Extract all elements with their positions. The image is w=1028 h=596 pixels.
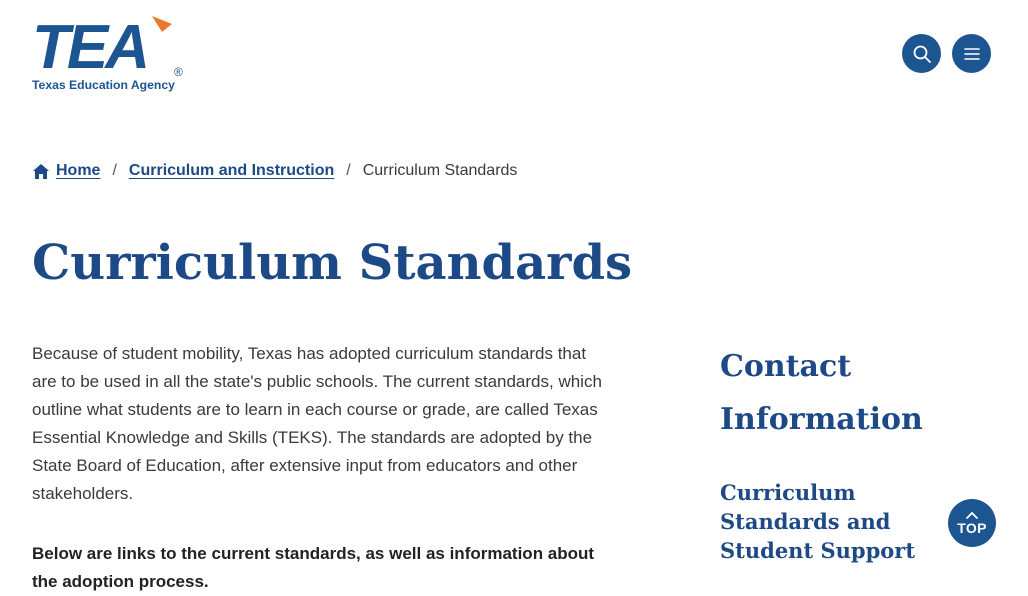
breadcrumb xyxy=(32,158,517,184)
search-icon xyxy=(912,44,932,64)
contact-division-heading: Curriculum Standards and Student Support xyxy=(720,480,916,563)
page-title: Curriculum Standards xyxy=(32,235,633,291)
breadcrumb-separator: / xyxy=(112,162,117,179)
hamburger-menu-icon xyxy=(963,46,981,62)
logo-star-icon xyxy=(152,16,172,32)
tea-logo-link[interactable] xyxy=(32,14,192,94)
tea-logo xyxy=(32,14,192,94)
site-header xyxy=(0,0,1028,110)
back-to-top-button[interactable] xyxy=(948,499,996,547)
breadcrumb-home-label: Home xyxy=(56,162,101,179)
intro-paragraph: Because of student mobility, Texas has adopted curriculum standards that are to be used in all the state's public schools. The current standards, which outline what students are to learn in each course or grade, are called Texas Essential Knowledge and Skills (TEKS). The standards are adopted by the State Board of Education, after extensive input from educators and other stakeholders. xyxy=(32,344,602,503)
breadcrumb-current-page: Curriculum Standards xyxy=(362,162,518,179)
breadcrumb-home-link[interactable] xyxy=(32,162,100,180)
search-button[interactable] xyxy=(902,34,941,73)
breadcrumb-curriculum-instruction-link[interactable]: Curriculum and Instruction xyxy=(128,162,335,179)
logo-tagline: Texas Education Agency xyxy=(32,78,175,92)
logo-wordmark: TEA xyxy=(32,14,147,82)
logo-registered-mark: ® xyxy=(174,65,183,79)
home-icon xyxy=(32,163,50,180)
contact-information-heading: Contact Information xyxy=(720,349,923,437)
links-intro-paragraph: Below are links to the current standards, as well as information about the adoption process. xyxy=(32,544,595,591)
menu-button[interactable] xyxy=(952,34,991,73)
breadcrumb-separator: / xyxy=(346,162,351,179)
back-to-top-label: TOP xyxy=(957,520,987,536)
chevron-up-icon xyxy=(965,511,979,520)
